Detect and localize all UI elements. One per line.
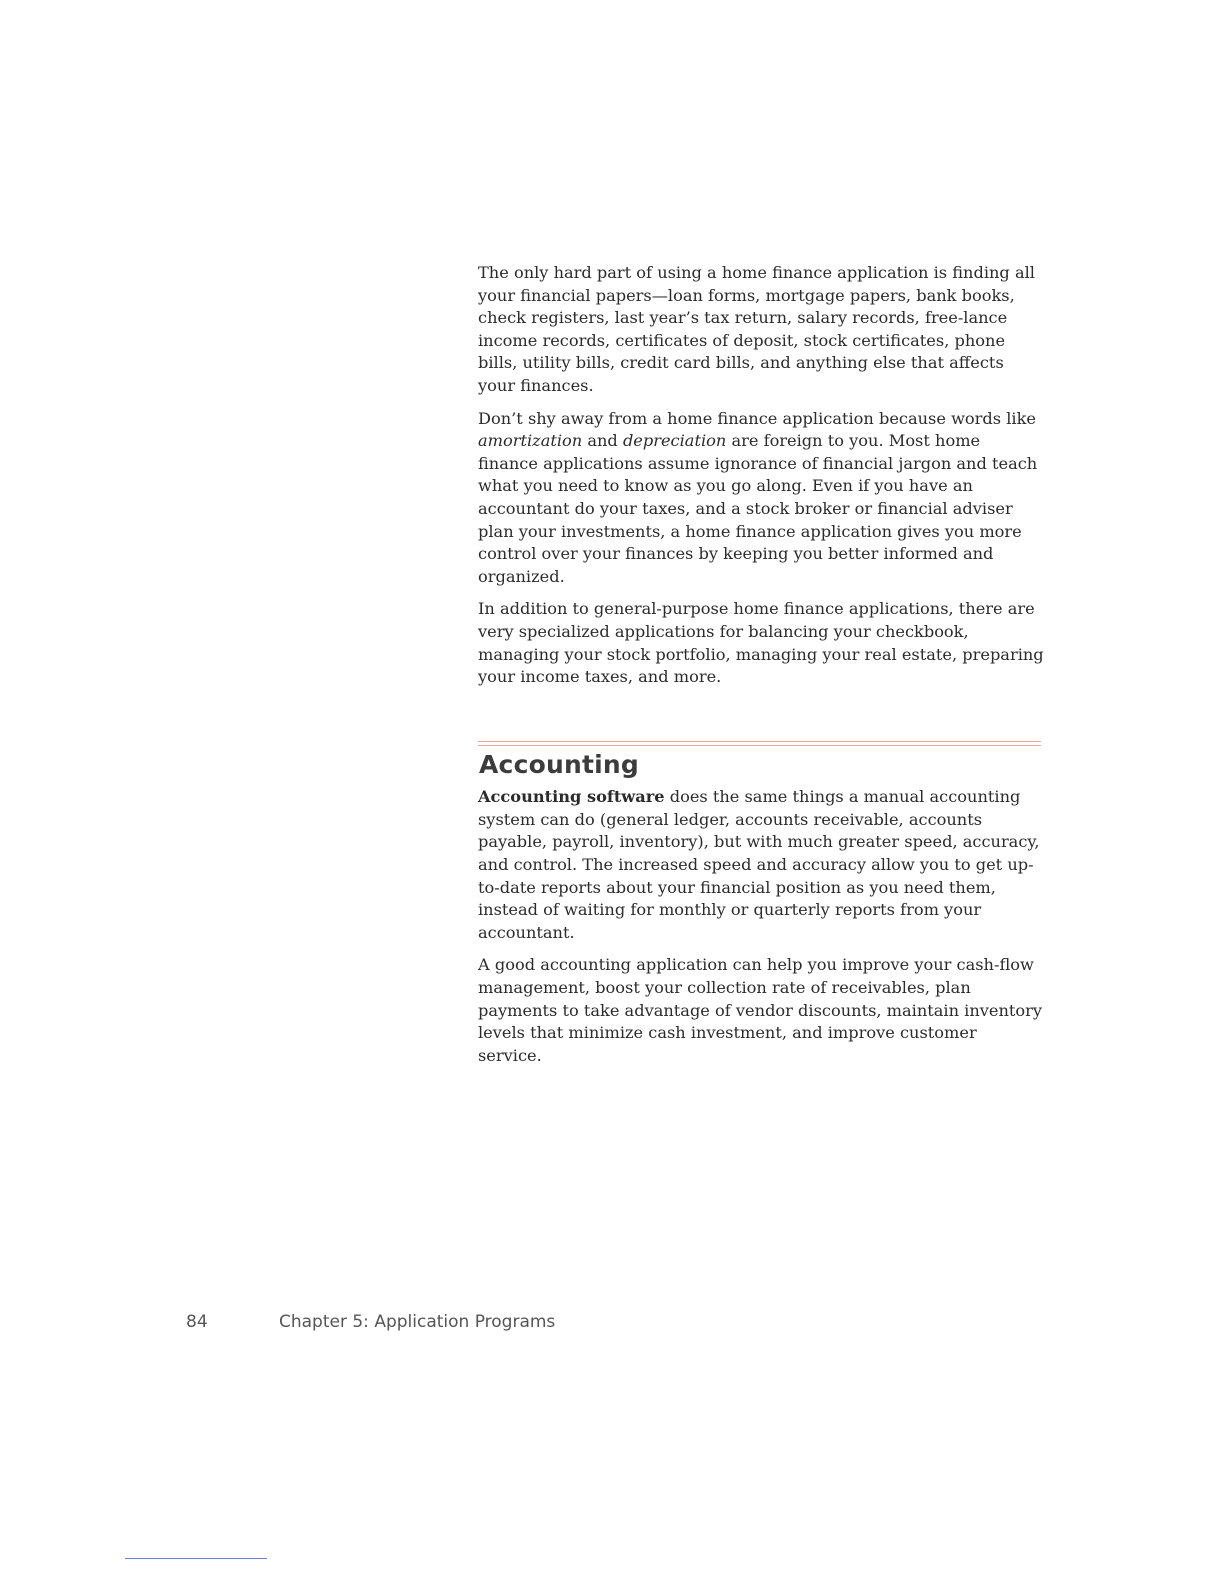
paragraph-accounting-software <box>478 786 1044 944</box>
section-heading-accounting: Accounting <box>479 749 639 779</box>
divider-line <box>478 741 1041 742</box>
paragraph-text: does the same things a manual accounting system can do (general ledger, accounts receivable, accounts payable, payroll, inventory), but with much greater speed, accuracy, and control. The increased speed and accuracy allow you to get up-to-date reports about your financial position as you need them, instead of waiting for monthly or quarterly reports from your accountant. <box>478 787 1040 942</box>
section-divider <box>478 741 1041 746</box>
bottom-link-underline <box>125 1558 267 1559</box>
term-accounting-software: Accounting software <box>478 787 665 807</box>
paragraph-text: are foreign to you. Most home finance applications assume ignorance of financial jargon and teach what you need to know as you go along. Even if you have an accountant do your taxes, and a stock broker or financial adviser plan your investments, a home finance application gives you more control over your finances by keeping you better informed and organized. <box>478 431 1038 586</box>
term-depreciation: depreciation <box>622 431 727 451</box>
paragraph-specialized-applications: In addition to general-purpose home finance applications, there are very specialized applications for balancing your checkbook, managing your stock portfolio, managing your real estate, preparing your income taxes, and more. <box>478 599 1044 687</box>
chapter-title: Chapter 5: Application Programs <box>279 1312 556 1332</box>
paragraph-home-finance-jargon <box>478 408 1044 589</box>
paragraph-home-finance-papers: The only hard part of using a home finance application is finding all your financial papers—loan forms, mortgage papers, bank books, check registers, last year’s tax return, salary records, free-lance income records, certificates of deposit, stock certificates, phone bills, utility bills, credit card bills, and anything else that affects your finances. <box>478 263 1035 395</box>
term-amortization: amortization <box>478 431 583 451</box>
paragraph-accounting-benefits: A good accounting application can help you improve your cash-flow management, boost your collection rate of receivables, plan payments to take advantage of vendor discounts, maintain inventory levels that minimize cash investment, and improve customer service. <box>478 955 1043 1065</box>
paragraph-text: and <box>582 431 623 451</box>
text-column <box>478 262 1044 1077</box>
divider-line <box>478 745 1041 746</box>
paragraph-text: Don’t shy away from a home finance application because words like <box>478 408 1036 428</box>
page-number: 84 <box>186 1312 208 1332</box>
